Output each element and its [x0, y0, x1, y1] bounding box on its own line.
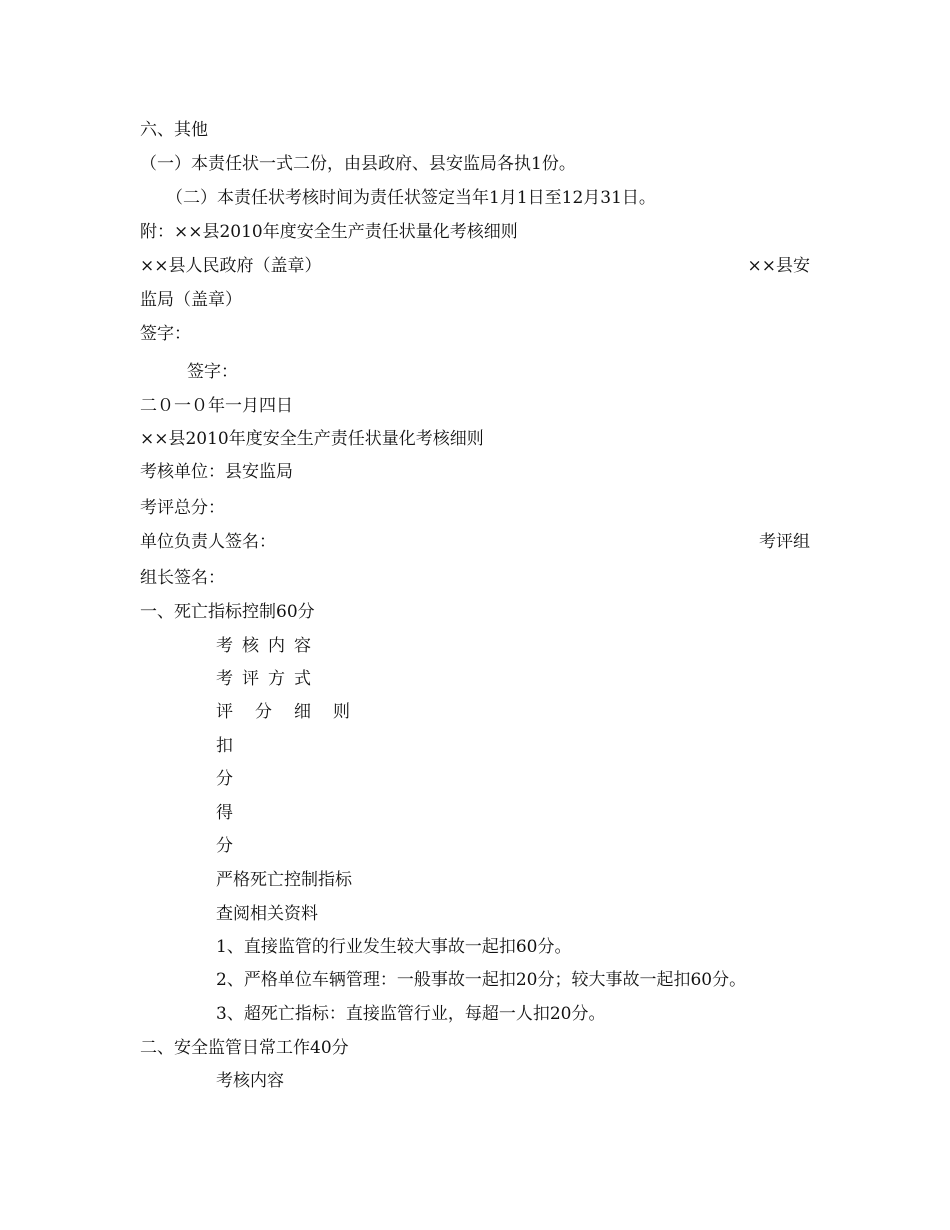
signature-label-2: 签字： [187, 362, 238, 382]
part-1-col-detail: 评分细则 [216, 702, 372, 722]
evaluation-group-label-part2: 组长签名： [140, 568, 225, 588]
unit-leader-signature-label: 单位负责人签名： [140, 532, 276, 552]
section-6-item-1: （一）本责任状一式二份，由县政府、县安监局各执1份。 [140, 154, 576, 174]
part-1-col-content: 考核内容 [216, 636, 320, 656]
attachment-note: 附：××县2010年度安全生产责任状量化考核细则 [140, 222, 518, 242]
bureau-seal-label-part1: ××县安 [747, 256, 810, 276]
section-6-heading: 六、其他 [140, 120, 208, 140]
signature-label-1: 签字： [140, 324, 191, 344]
part-1-rule-1: 1、直接监管的行业发生较大事故一起扣60分。 [216, 937, 572, 957]
assessment-unit: 考核单位：县安监局 [140, 462, 293, 482]
part-1-col-score-char-1: 得 [216, 803, 233, 823]
part-1-row-method: 查阅相关资料 [216, 904, 318, 924]
part-1-row-content: 严格死亡控制指标 [216, 870, 352, 890]
rules-title: ××县2010年度安全生产责任状量化考核细则 [140, 429, 484, 449]
part-1-col-deduct-char-2: 分 [216, 769, 233, 789]
county-government-seal-label: ××县人民政府（盖章） [140, 256, 322, 276]
bureau-seal-label-part2: 监局（盖章） [140, 290, 242, 310]
part-2-col-content: 考核内容 [216, 1071, 284, 1091]
signing-date: 二０一０年一月四日 [140, 396, 293, 416]
part-1-col-score-char-2: 分 [216, 836, 233, 856]
part-1-heading: 一、死亡指标控制60分 [140, 602, 315, 622]
total-score-label: 考评总分： [140, 498, 225, 518]
part-2-heading: 二、安全监管日常工作40分 [140, 1038, 349, 1058]
part-1-rule-3: 3、超死亡指标：直接监管行业，每超一人扣20分。 [216, 1004, 606, 1024]
part-1-col-deduct-char-1: 扣 [216, 736, 233, 756]
section-6-item-2: （二）本责任状考核时间为责任状签定当年1月1日至12月31日。 [166, 188, 656, 208]
evaluation-group-label-part1: 考评组 [759, 532, 810, 552]
part-1-col-method: 考评方式 [216, 669, 320, 689]
part-1-rule-2: 2、严格单位车辆管理：一般事故一起扣20分；较大事故一起扣60分。 [216, 970, 747, 990]
